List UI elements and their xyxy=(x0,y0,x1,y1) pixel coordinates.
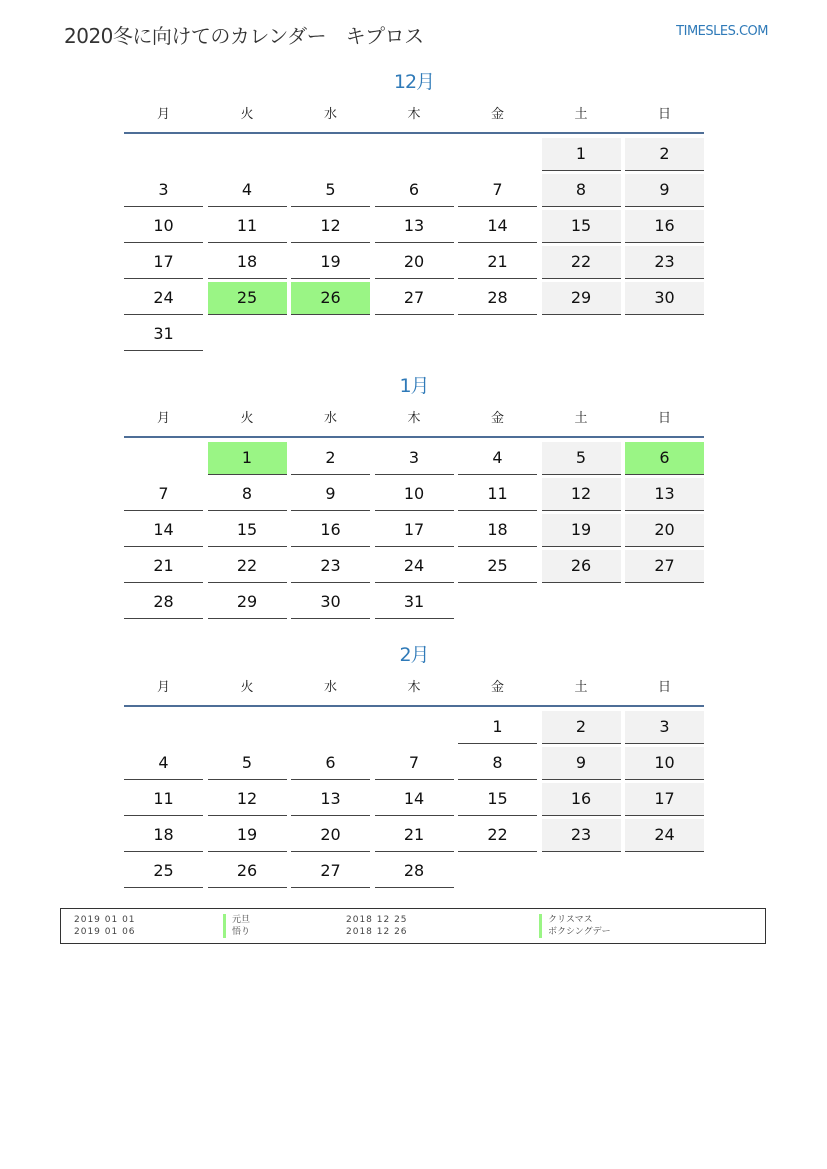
day-cell: 7 xyxy=(458,174,537,207)
weekday-label: 木 xyxy=(407,107,421,122)
empty-day-cell xyxy=(208,711,287,743)
empty-day-cell xyxy=(542,318,621,350)
day-cell: 6 xyxy=(375,174,454,207)
month-grid xyxy=(124,711,704,891)
day-cell: 8 xyxy=(542,174,621,207)
day-cell: 5 xyxy=(542,442,621,475)
legend-holiday-name: クリスマス xyxy=(539,914,593,926)
day-cell: 21 xyxy=(124,550,203,583)
day-cell: 10 xyxy=(625,747,704,780)
day-cell: 31 xyxy=(375,586,454,619)
weekday-label: 日 xyxy=(657,680,671,695)
week-row xyxy=(124,282,704,318)
week-row xyxy=(124,550,704,586)
day-cell: 2 xyxy=(291,442,370,475)
day-cell: 25 xyxy=(124,855,203,888)
empty-day-cell xyxy=(458,318,537,350)
day-cell: 7 xyxy=(124,478,203,511)
day-cell: 13 xyxy=(625,478,704,511)
day-cell: 26 xyxy=(542,550,621,583)
day-cell: 13 xyxy=(291,783,370,816)
empty-day-cell xyxy=(208,318,287,350)
weekday-label: 日 xyxy=(657,107,671,122)
empty-day-cell xyxy=(458,586,537,618)
day-cell: 14 xyxy=(124,514,203,547)
weekday-header xyxy=(124,104,704,134)
day-cell: 3 xyxy=(625,711,704,744)
week-row xyxy=(124,855,704,891)
day-cell: 7 xyxy=(375,747,454,780)
week-row xyxy=(124,174,704,210)
empty-day-cell xyxy=(458,855,537,887)
day-cell: 1 xyxy=(458,711,537,744)
day-cell: 12 xyxy=(208,783,287,816)
weekday-label: 日 xyxy=(657,411,671,426)
day-cell: 20 xyxy=(625,514,704,547)
day-cell: 1 xyxy=(208,442,287,475)
empty-day-cell xyxy=(458,138,537,170)
empty-day-cell xyxy=(124,711,203,743)
month-february xyxy=(124,641,704,891)
day-cell: 16 xyxy=(625,210,704,243)
day-cell: 12 xyxy=(542,478,621,511)
day-cell: 11 xyxy=(458,478,537,511)
day-cell: 2 xyxy=(625,138,704,171)
week-row xyxy=(124,478,704,514)
weekday-label: 土 xyxy=(574,411,588,426)
week-row xyxy=(124,442,704,478)
day-cell: 19 xyxy=(291,246,370,279)
day-cell: 2 xyxy=(542,711,621,744)
empty-day-cell xyxy=(625,586,704,618)
empty-day-cell xyxy=(208,138,287,170)
empty-day-cell xyxy=(291,138,370,170)
day-cell: 17 xyxy=(375,514,454,547)
weekday-label: 木 xyxy=(407,680,421,695)
day-cell: 27 xyxy=(375,282,454,315)
day-cell: 20 xyxy=(375,246,454,279)
legend-holiday-name: 元旦 xyxy=(223,914,250,926)
weekday-label: 火 xyxy=(240,107,254,122)
weekday-label: 金 xyxy=(490,107,504,122)
day-cell: 16 xyxy=(291,514,370,547)
day-cell: 5 xyxy=(208,747,287,780)
day-cell: 9 xyxy=(291,478,370,511)
legend-date: 2019 01 06 xyxy=(74,927,136,937)
day-cell: 9 xyxy=(625,174,704,207)
day-cell: 30 xyxy=(291,586,370,619)
day-cell: 11 xyxy=(208,210,287,243)
day-cell: 15 xyxy=(208,514,287,547)
month-title: 2月 xyxy=(399,644,429,666)
day-cell: 14 xyxy=(375,783,454,816)
legend-date: 2018 12 25 xyxy=(346,915,408,925)
day-cell: 24 xyxy=(625,819,704,852)
empty-day-cell xyxy=(542,855,621,887)
day-cell: 15 xyxy=(542,210,621,243)
weekday-label: 火 xyxy=(240,680,254,695)
month-grid xyxy=(124,138,704,354)
empty-day-cell xyxy=(625,855,704,887)
day-cell: 28 xyxy=(458,282,537,315)
day-cell: 11 xyxy=(124,783,203,816)
week-row xyxy=(124,210,704,246)
day-cell: 24 xyxy=(375,550,454,583)
day-cell: 13 xyxy=(375,210,454,243)
day-cell: 14 xyxy=(458,210,537,243)
day-cell: 30 xyxy=(625,282,704,315)
day-cell: 22 xyxy=(542,246,621,279)
weekday-label: 金 xyxy=(490,680,504,695)
week-row xyxy=(124,586,704,622)
weekday-label: 月 xyxy=(156,107,170,122)
day-cell: 18 xyxy=(208,246,287,279)
day-cell: 18 xyxy=(124,819,203,852)
day-cell: 10 xyxy=(375,478,454,511)
month-january xyxy=(124,372,704,622)
weekday-label: 水 xyxy=(323,680,337,695)
site-link[interactable]: TIMESLES.COM xyxy=(676,24,768,39)
weekday-label: 金 xyxy=(490,411,504,426)
legend-holiday-name: 悟り xyxy=(223,926,250,938)
day-cell: 22 xyxy=(208,550,287,583)
week-row xyxy=(124,514,704,550)
empty-day-cell xyxy=(291,711,370,743)
empty-day-cell xyxy=(291,318,370,350)
empty-day-cell xyxy=(124,442,203,474)
legend-date: 2019 01 01 xyxy=(74,915,136,925)
day-cell: 21 xyxy=(458,246,537,279)
day-cell: 1 xyxy=(542,138,621,171)
day-cell: 23 xyxy=(625,246,704,279)
day-cell: 15 xyxy=(458,783,537,816)
day-cell: 22 xyxy=(458,819,537,852)
day-cell: 17 xyxy=(124,246,203,279)
empty-day-cell xyxy=(625,318,704,350)
weekday-header xyxy=(124,677,704,707)
day-cell: 19 xyxy=(208,819,287,852)
week-row xyxy=(124,246,704,282)
day-cell: 6 xyxy=(625,442,704,475)
legend-row xyxy=(61,926,765,938)
week-row xyxy=(124,819,704,855)
day-cell: 4 xyxy=(124,747,203,780)
day-cell: 4 xyxy=(458,442,537,475)
day-cell: 12 xyxy=(291,210,370,243)
month-title: 12月 xyxy=(393,71,435,93)
day-cell: 17 xyxy=(625,783,704,816)
day-cell: 19 xyxy=(542,514,621,547)
day-cell: 25 xyxy=(458,550,537,583)
weekday-label: 火 xyxy=(240,411,254,426)
day-cell: 21 xyxy=(375,819,454,852)
day-cell: 4 xyxy=(208,174,287,207)
weekday-header xyxy=(124,408,704,438)
weekday-label: 土 xyxy=(574,107,588,122)
day-cell: 26 xyxy=(291,282,370,315)
week-row xyxy=(124,747,704,783)
month-december xyxy=(124,68,704,354)
day-cell: 28 xyxy=(124,586,203,619)
day-cell: 18 xyxy=(458,514,537,547)
day-cell: 26 xyxy=(208,855,287,888)
weekday-label: 木 xyxy=(407,411,421,426)
day-cell: 16 xyxy=(542,783,621,816)
day-cell: 29 xyxy=(208,586,287,619)
day-cell: 27 xyxy=(625,550,704,583)
weekday-label: 月 xyxy=(156,411,170,426)
day-cell: 8 xyxy=(208,478,287,511)
day-cell: 9 xyxy=(542,747,621,780)
legend-row xyxy=(61,914,765,926)
legend-holiday-name: ボクシングデー xyxy=(539,926,611,938)
month-grid xyxy=(124,442,704,622)
day-cell: 23 xyxy=(542,819,621,852)
weekday-label: 水 xyxy=(323,107,337,122)
weekday-label: 水 xyxy=(323,411,337,426)
day-cell: 8 xyxy=(458,747,537,780)
day-cell: 27 xyxy=(291,855,370,888)
weekday-label: 土 xyxy=(574,680,588,695)
legend-date: 2018 12 26 xyxy=(346,927,408,937)
day-cell: 5 xyxy=(291,174,370,207)
week-row xyxy=(124,138,704,174)
day-cell: 28 xyxy=(375,855,454,888)
empty-day-cell xyxy=(542,586,621,618)
empty-day-cell xyxy=(124,138,203,170)
day-cell: 6 xyxy=(291,747,370,780)
empty-day-cell xyxy=(375,138,454,170)
day-cell: 23 xyxy=(291,550,370,583)
day-cell: 3 xyxy=(375,442,454,475)
week-row xyxy=(124,711,704,747)
day-cell: 29 xyxy=(542,282,621,315)
day-cell: 3 xyxy=(124,174,203,207)
day-cell: 10 xyxy=(124,210,203,243)
week-row xyxy=(124,783,704,819)
weekday-label: 月 xyxy=(156,680,170,695)
page-title: 2020冬に向けてのカレンダー キプロス xyxy=(64,24,424,48)
week-row xyxy=(124,318,704,354)
day-cell: 20 xyxy=(291,819,370,852)
empty-day-cell xyxy=(375,711,454,743)
day-cell: 25 xyxy=(208,282,287,315)
empty-day-cell xyxy=(375,318,454,350)
day-cell: 24 xyxy=(124,282,203,315)
holiday-legend xyxy=(60,908,766,944)
month-title: 1月 xyxy=(399,375,429,397)
day-cell: 31 xyxy=(124,318,203,351)
